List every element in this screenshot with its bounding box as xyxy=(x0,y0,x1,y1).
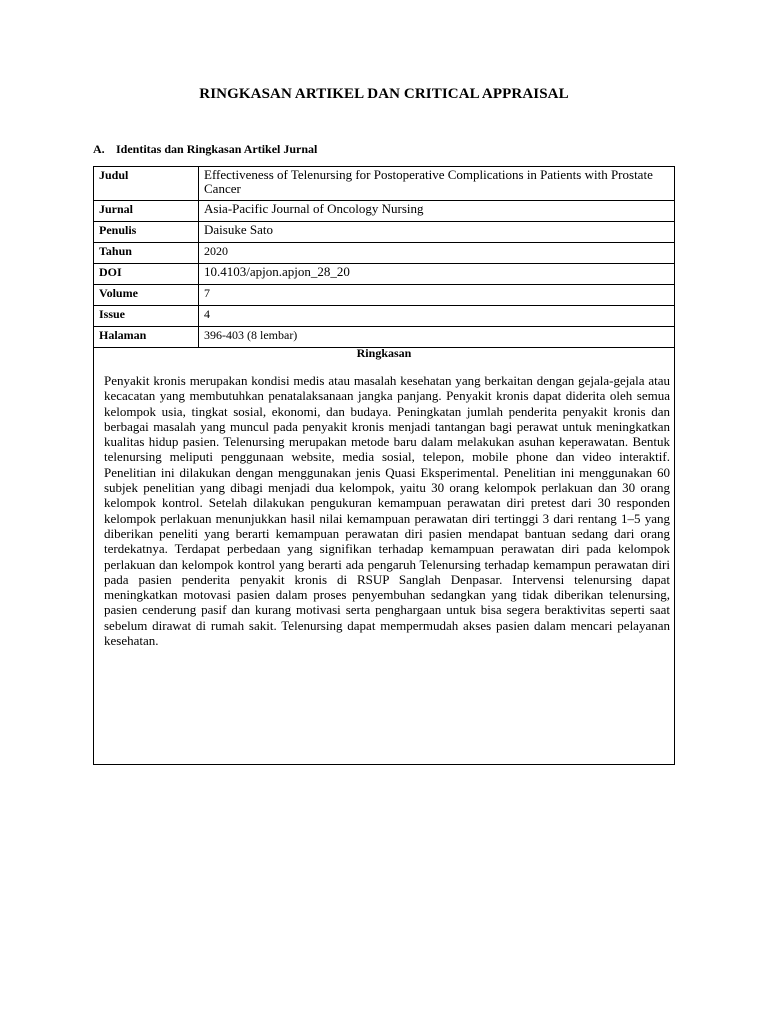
identity-table xyxy=(93,166,675,348)
table-row-judul xyxy=(94,167,675,201)
issue-label: Issue xyxy=(94,306,199,327)
judul-value: Effectiveness of Telenursing for Postoperative Complications in Patients with Prostate Cancer xyxy=(199,167,675,201)
jurnal-label: Jurnal xyxy=(94,201,199,222)
halaman-value: 396-403 (8 lembar) xyxy=(199,327,675,348)
table-row-penulis xyxy=(94,222,675,243)
section-letter: A. xyxy=(93,142,105,156)
halaman-label: Halaman xyxy=(94,327,199,348)
summary-box xyxy=(93,346,675,765)
table-row-doi xyxy=(94,264,675,285)
doi-label: DOI xyxy=(94,264,199,285)
volume-value: 7 xyxy=(199,285,675,306)
tahun-label: Tahun xyxy=(94,243,199,264)
summary-text: Penyakit kronis merupakan kondisi medis atau masalah kesehatan yang berkaitan dengan gejala-gejala atau kecacatan yang membutuhkan penatalaksanaan jangka panjang. Penyakit kronis dapat diderita oleh semua kelompok usia, tingkat sosial, ekonomi, dan budaya. Peningkatan jumlah penderita penyakit kronis dan berbagai masalah yang muncul pada penyakit kronis menjadi tantangan bagi perawat untuk meningkatkan kualitas hidup pasien. Telenursing merupakan metode baru dalam melakukan asuhan keperawatan. Bentuk telenursing meliputi penggunaan website, media sosial, telepon, mobile phone dan video interaktif. Penelitian ini dilakukan dengan menggunakan jenis Quasi Eksperimental. Penelitian ini menggunakan 60 subjek penelitian yang dibagi menjadi dua kelompok, yaitu 30 orang kelompok perlakuan dan 30 orang kelompok kontrol. Setelah dilakukan pengukuran kemampuan perawatan diri pretest dari 30 responden kelompok perlakuan menunjukkan hasil nilai kemampuan perawatan diri tertinggi 3 dari rentang 1–5 yang diberikan peneliti yang berarti kemampuan perawatan diri pasien mendapat bantuan sedang dari orang terdekatnya. Terdapat perbedaan yang signifikan terhadap kemampuan perawatan diri pada kelompok perlakuan dan kelompok kontrol yang berarti ada pengaruh Telenursing terhadap kemampun perawatan diri pada pasien penderita penyakit kronis di RSUP Sanglah Denpasar. Intervensi telenursing dapat meningkatkan motovasi pasien dalam proses penyembuhan sedangkan yang tidak diberikan telenursing, pasien cenderung pasif dan kurang motivasi serta penghargaan untuk bisa segera beraktivitas seperti saat sebelum dirawat di rumah sakit. Telenursing dapat mempermudah akses pasien dalam mencari pelayanan kesehatan. xyxy=(104,373,670,649)
summary-heading: Ringkasan xyxy=(356,346,412,360)
tahun-value: 2020 xyxy=(199,243,675,264)
doi-value: 10.4103/apjon.apjon_28_20 xyxy=(199,264,675,285)
penulis-value: Daisuke Sato xyxy=(199,222,675,243)
table-row-jurnal xyxy=(94,201,675,222)
table-row-issue xyxy=(94,306,675,327)
table-row-halaman xyxy=(94,327,675,348)
issue-value: 4 xyxy=(199,306,675,327)
table-row-volume xyxy=(94,285,675,306)
section-heading-text: Identitas dan Ringkasan Artikel Jurnal xyxy=(116,142,318,156)
document-title: RINGKASAN ARTIKEL DAN CRITICAL APPRAISAL xyxy=(199,86,569,102)
judul-label: Judul xyxy=(94,167,199,201)
penulis-label: Penulis xyxy=(94,222,199,243)
section-heading xyxy=(93,142,317,157)
jurnal-value: Asia-Pacific Journal of Oncology Nursing xyxy=(199,201,675,222)
table-row-tahun xyxy=(94,243,675,264)
volume-label: Volume xyxy=(94,285,199,306)
